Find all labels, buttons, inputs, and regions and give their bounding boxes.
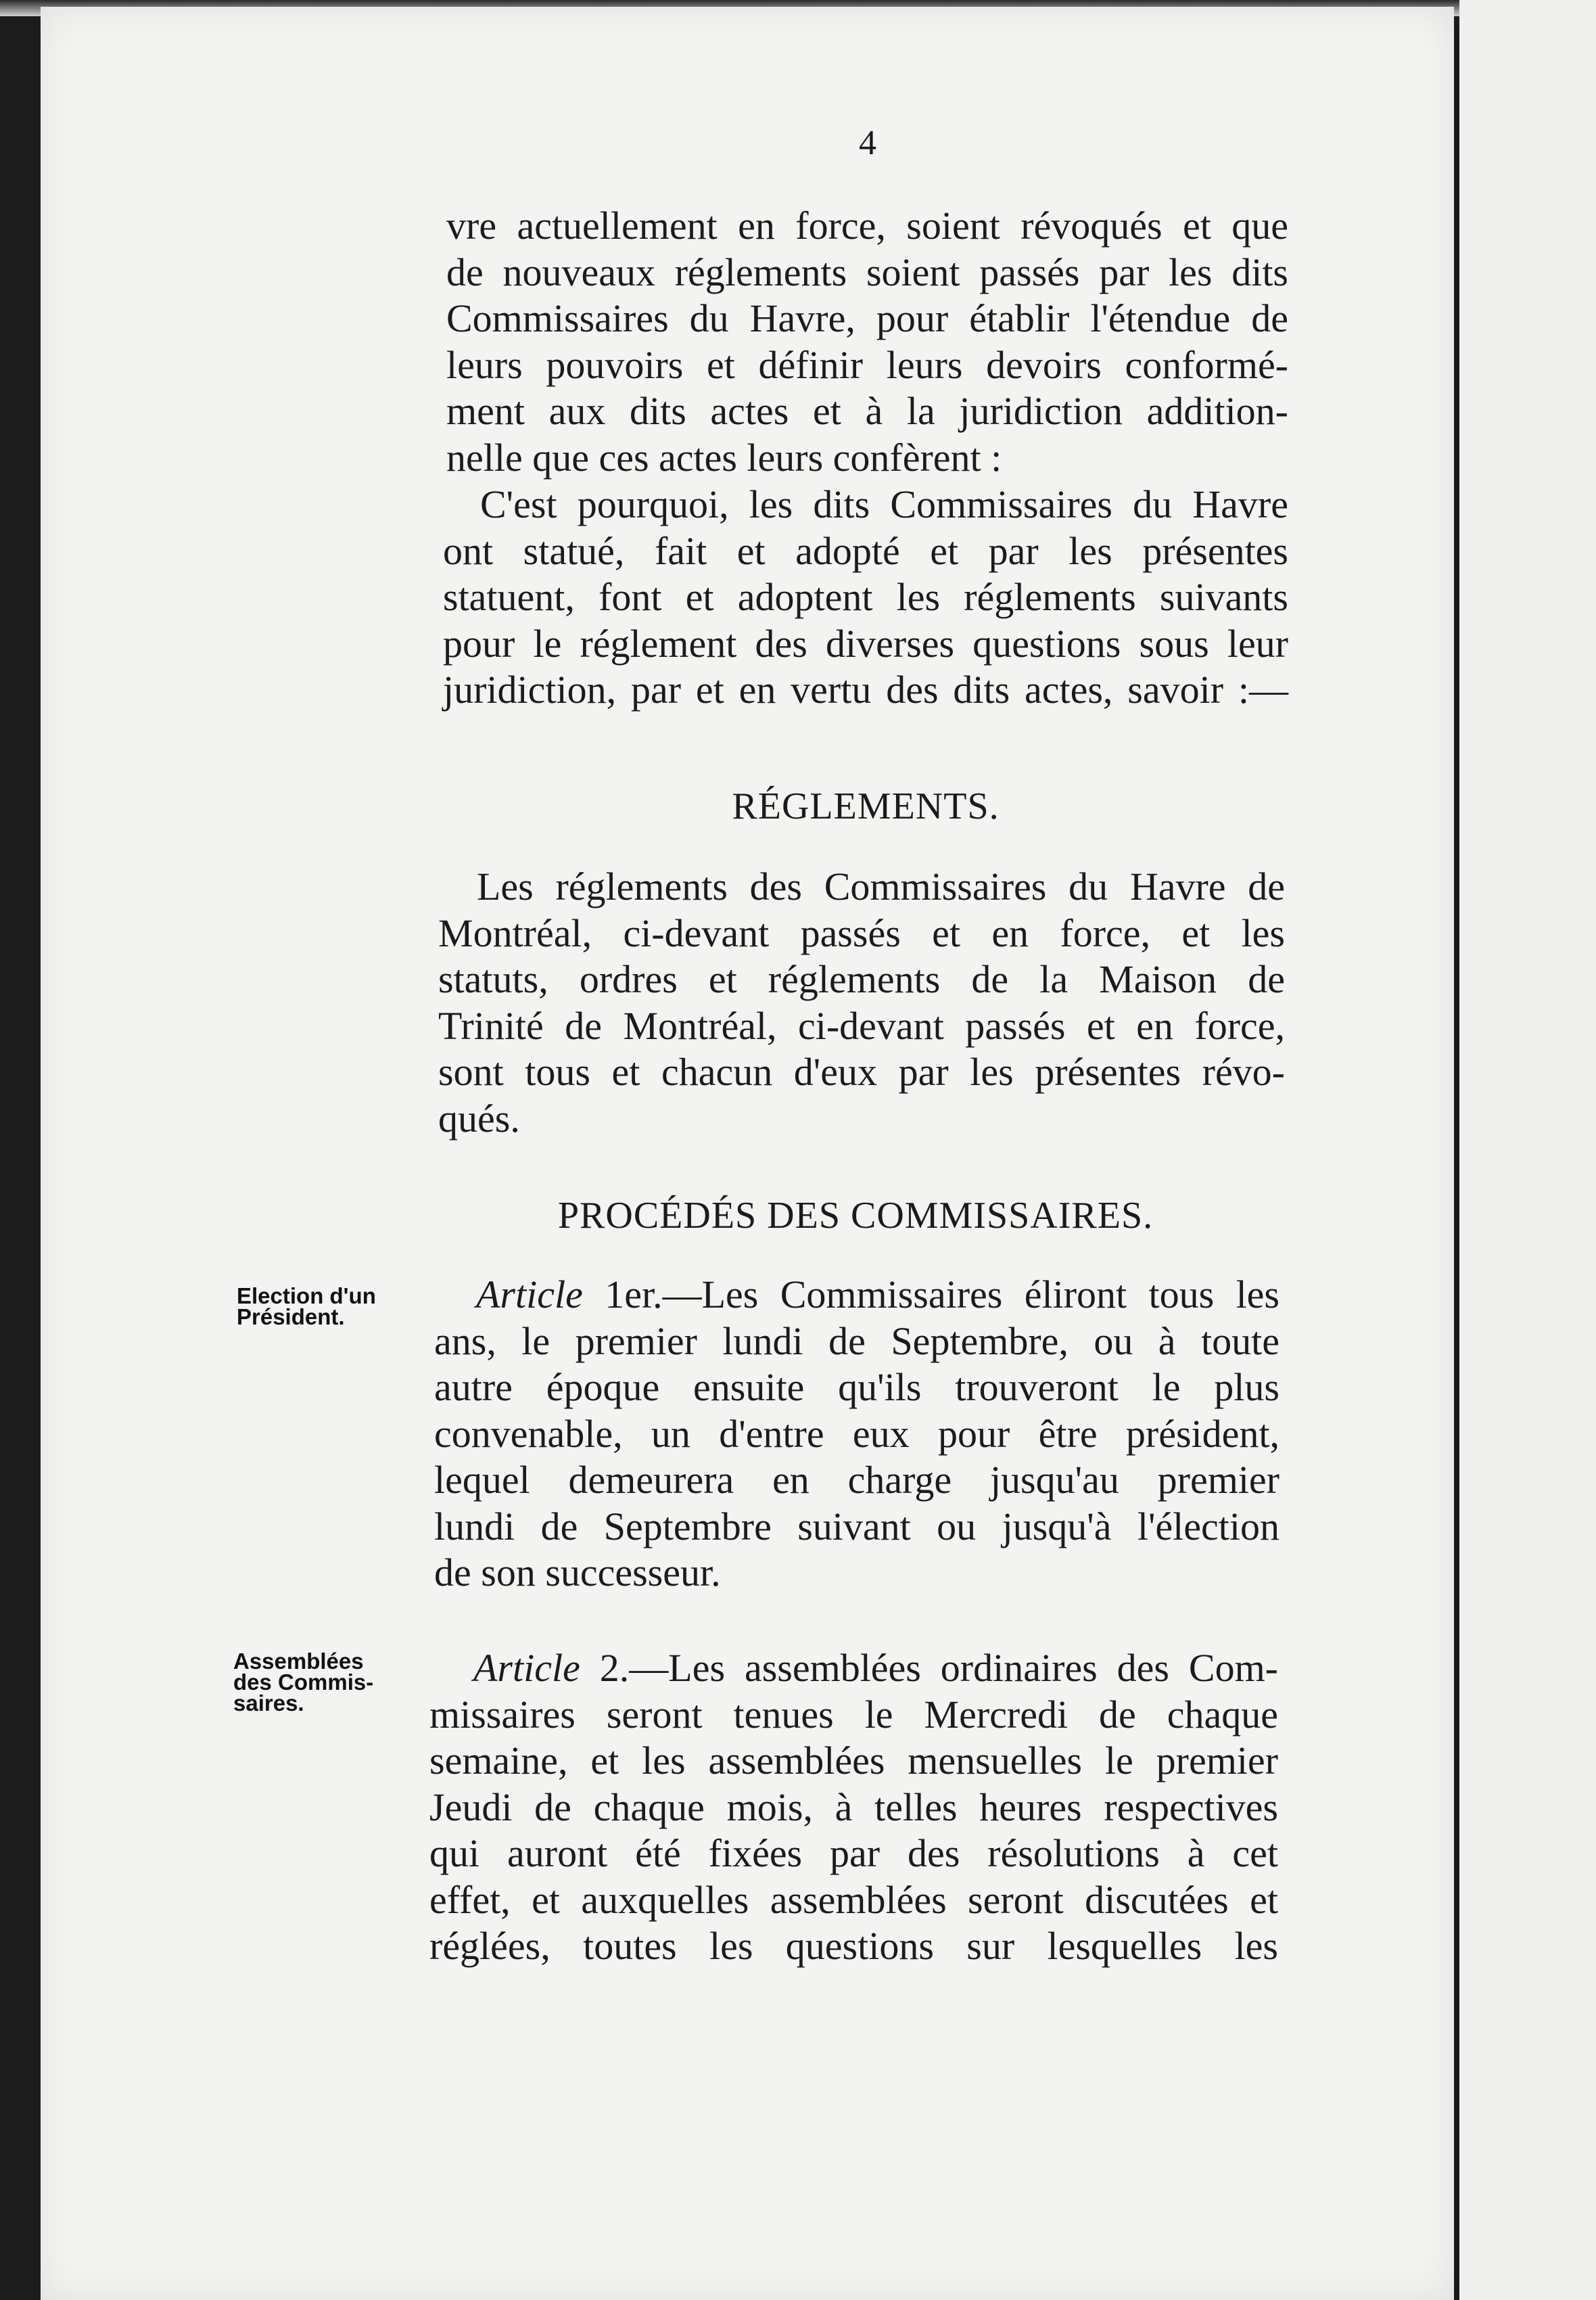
text-line: Trinité de Montréal, ci-devant passés et en force, [438, 1003, 1285, 1048]
article-label: Article [476, 1272, 583, 1316]
sidenote-line: des Commis- [233, 1670, 374, 1695]
text-line: Commissaires du Havre, pour établir l'étendue de [446, 296, 1288, 340]
text-line: ans, le premier lundi de Septembre, ou à toute [434, 1318, 1280, 1363]
text-line: qui auront été fixées par des résolutions à cet [429, 1831, 1278, 1875]
text-line: Les réglements des Commissaires du Havre de [477, 865, 1285, 908]
text-line: lundi de Septembre suivant ou jusqu'à l'élection [434, 1504, 1280, 1548]
text-line: qués. [438, 1096, 520, 1141]
text-line: semaine, et les assemblées mensuelles le premier [429, 1739, 1278, 1782]
sidenote-line: Election d'un [237, 1283, 376, 1308]
page-number: 4 [859, 124, 876, 162]
text-line: statuts, ordres et réglements de la Maison de [438, 957, 1285, 1001]
intro-paragraph [446, 203, 1288, 481]
text-line: autre époque ensuite qu'ils trouveront le plus [434, 1365, 1280, 1409]
article-first-line [434, 1272, 1280, 1318]
text-line: ont statué, fait et adopté et par les présentes [443, 528, 1288, 573]
article-1-paragraph [434, 1272, 1280, 1596]
text-line: leurs pouvoirs et définir leurs devoirs conformé- [446, 342, 1288, 387]
sidenote-assemblees [233, 1651, 373, 1714]
text-line: missaires seront tenues le Mercredi de chaque [429, 1692, 1278, 1736]
text-line: de nouveaux réglements soient passés par les dits [446, 250, 1288, 294]
text-line: Montréal, ci-devant passés et en force, et les [438, 911, 1285, 955]
scan-right-margin [1459, 0, 1596, 2300]
section-heading-procedes: PROCÉDÉS DES COMMISSAIRES. [557, 1195, 1154, 1237]
text-line: sont tous et chacun d'eux par les présentes révo- [438, 1050, 1285, 1094]
text-line: nelle que ces actes leurs confèrent : [446, 435, 1002, 480]
text-line: lequel demeurera en charge jusqu'au premier [434, 1458, 1280, 1502]
text-line: juridiction, par et en vertu des dits actes, savoir :— [443, 668, 1288, 712]
section-heading-reglements: RÉGLEMENTS. [732, 785, 1000, 827]
text-line: Jeudi de chaque mois, à telles heures respectives [429, 1785, 1278, 1829]
text-line: convenable, un d'entre eux pour être président, [434, 1411, 1280, 1456]
text-line: réglées, toutes les questions sur lesquelles les [429, 1924, 1278, 1968]
sidenote-election-president [237, 1285, 376, 1327]
sidenote-line: Assemblées [233, 1649, 364, 1674]
text-line: de son successeur. [434, 1550, 721, 1594]
text-line: statuent, font et adoptent les réglements suivants [443, 575, 1288, 619]
sidenote-line: saires. [233, 1690, 304, 1716]
article-first-line-text: 1er.—Les Commissaires éliront tous les [605, 1272, 1280, 1316]
text-line: C'est pourquoi, les dits Commissaires du Havre [480, 482, 1288, 526]
article-first-line [429, 1645, 1278, 1692]
page-edge-rule [1454, 27, 1459, 2300]
article-2-paragraph [429, 1645, 1278, 1970]
text-line: vre actuellement en force, soient révoqués et que [446, 204, 1288, 248]
text-line: effet, et auxquelles assemblées seront discutées et [429, 1877, 1278, 1922]
article-first-line-text: 2.—Les assemblées ordinaires des Com- [599, 1646, 1278, 1690]
article-label: Article [473, 1646, 580, 1690]
reglements-paragraph [438, 864, 1285, 1142]
text-line: ment aux dits actes et à la juridiction addition- [446, 389, 1288, 433]
text-line: pour le réglement des diverses questions sous leur [443, 621, 1288, 666]
preamble-paragraph [443, 482, 1288, 714]
sidenote-line: Président. [237, 1304, 345, 1329]
